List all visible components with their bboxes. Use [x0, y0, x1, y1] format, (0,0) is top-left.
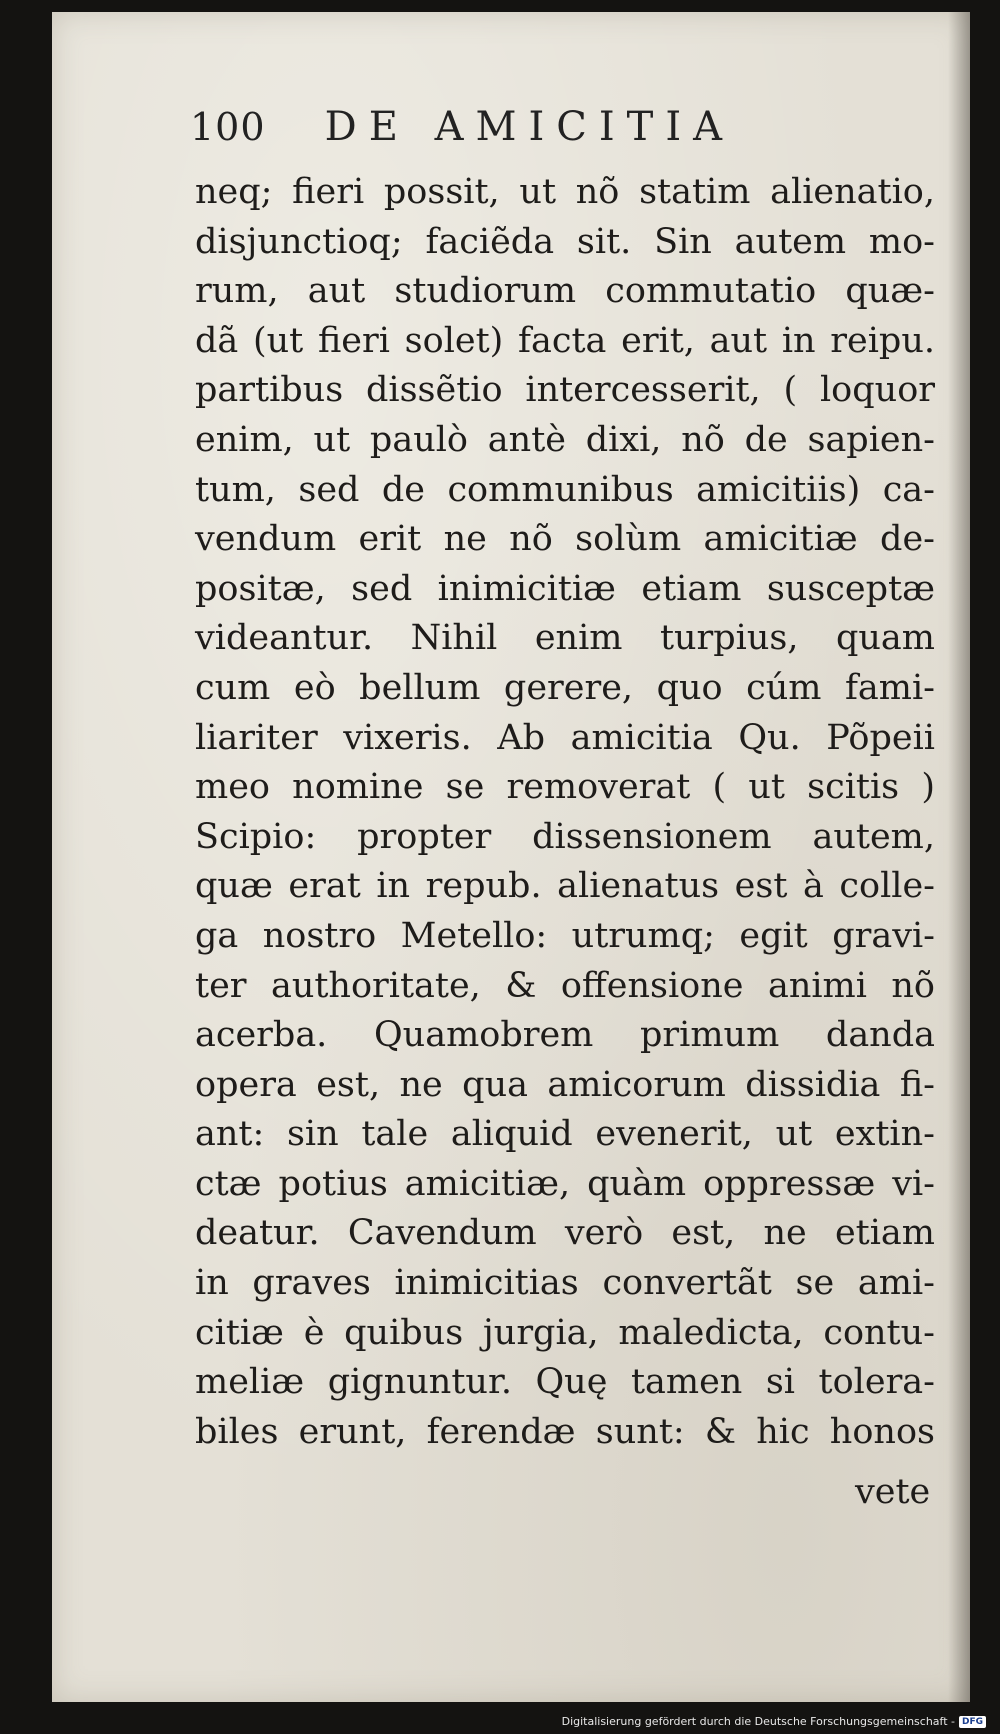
text-line: rum, aut studiorum commutatio quæ- [195, 271, 935, 312]
dfg-logo: DFG [959, 1716, 986, 1728]
text-line: videantur. Nihil enim turpius, quam [195, 618, 935, 659]
credit-text: Digitalisierung gefördert durch die Deutsche Forschungsgemeinschaft - [561, 1715, 955, 1728]
text-line: cum eò bellum gerere, quo cúm fami- [195, 667, 935, 708]
page-gutter-shadow [948, 12, 970, 1702]
text-line: Scipio: propter dissensionem autem, [195, 816, 935, 857]
text-line: opera est, ne qua amicorum dissidia fi- [195, 1064, 935, 1105]
text-line: biles erunt, ferendæ sunt: & hic honos [195, 1411, 935, 1452]
text-line: neq; fieri possit, ut nõ statim alienatio, [195, 172, 935, 212]
text-line: ter authoritate, & offensione animi nõ [195, 965, 935, 1006]
body-text [195, 168, 935, 1457]
running-title: DE AMICITIA [324, 104, 735, 150]
text-line: vendum erit ne nõ solùm amicitiæ de- [195, 519, 935, 560]
catchword: vete [855, 1472, 931, 1512]
text-line: ant: sin tale aliquid evenerit, ut extin- [195, 1114, 935, 1155]
text-line: quæ erat in repub. alienatus est à colle- [195, 866, 935, 907]
text-line: enim, ut paulò antè dixi, nõ de sapien- [195, 419, 935, 460]
text-line: liariter vixeris. Ab amicitia Qu. Põpeii [195, 717, 935, 758]
digitization-credit [562, 1715, 986, 1728]
text-line: dã (ut fieri solet) facta erit, aut in reipu. [195, 320, 935, 361]
page-number: 100 [190, 105, 266, 149]
text-line: partibus dissẽtio intercesserit, ( loquor [195, 370, 935, 411]
text-line: disjunctioq; faciẽda sit. Sin autem mo- [195, 221, 935, 262]
text-line: positæ, sed inimicitiæ etiam susceptæ [195, 568, 935, 609]
text-line: acerba. Quamobrem primum danda [195, 1015, 935, 1056]
text-line: in graves inimicitias convertãt se ami- [195, 1263, 935, 1304]
text-line: ga nostro Metello: utrumq; egit gravi- [195, 915, 935, 956]
text-line: meo nomine se removerat ( ut scitis ) [195, 767, 935, 808]
text-line: citiæ è quibus jurgia, maledicta, contu- [195, 1312, 935, 1353]
text-line: meliæ gignuntur. Quę tamen si tolera- [195, 1362, 935, 1403]
running-head [190, 104, 734, 150]
text-line: deatur. Cavendum verò est, ne etiam [195, 1213, 935, 1254]
text-line: ctæ potius amicitiæ, quàm oppressæ vi- [195, 1163, 935, 1204]
text-line: tum, sed de communibus amicitiis) ca- [195, 469, 935, 510]
